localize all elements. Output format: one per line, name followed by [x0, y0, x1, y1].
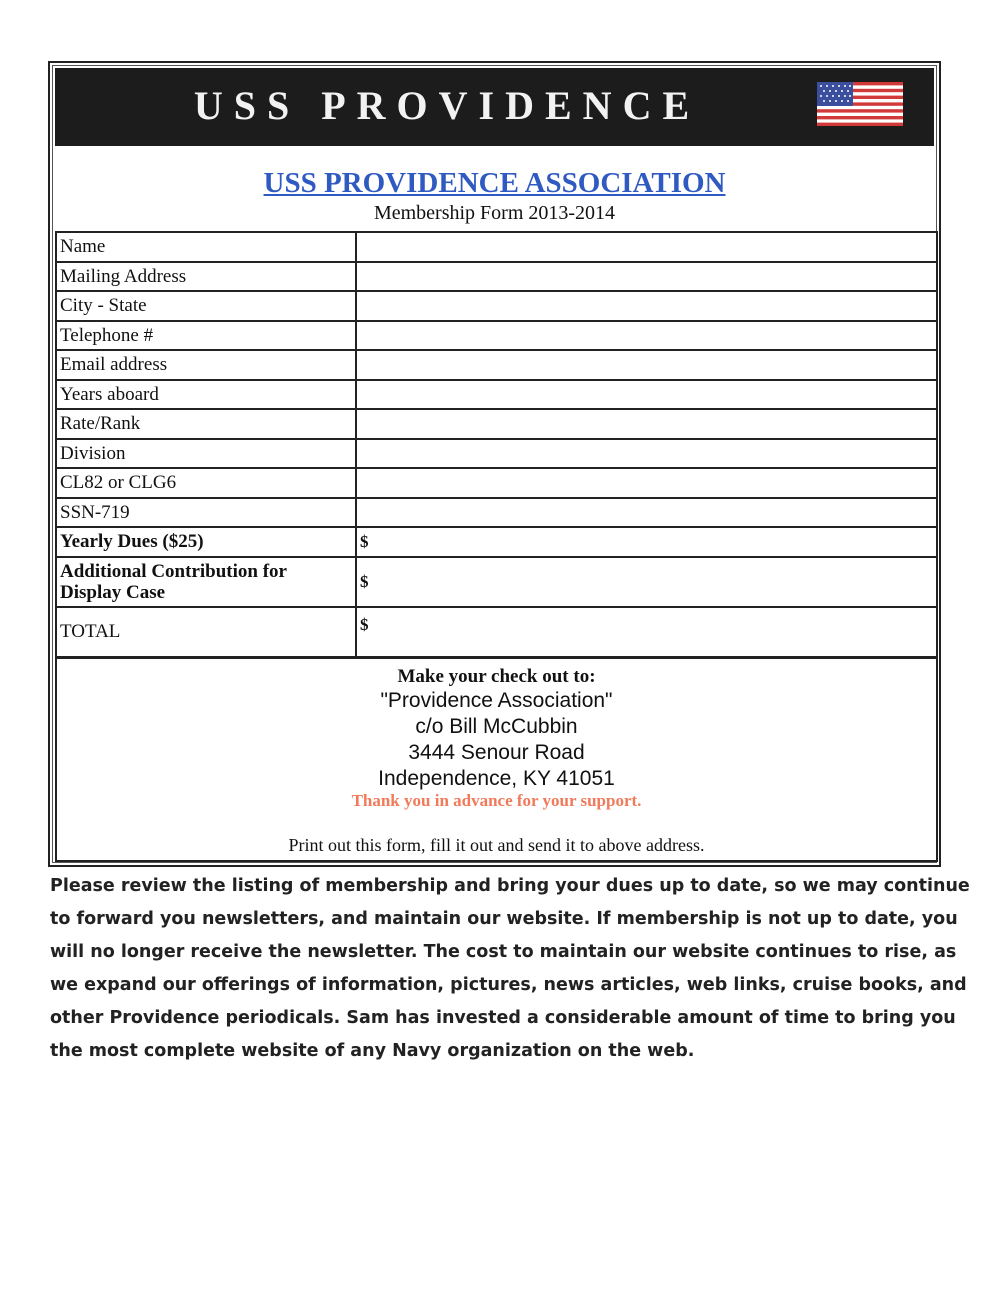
- print-instructions: Print out this form, fill it out and send it to above address.: [288, 835, 705, 855]
- field-label-email: Email address: [56, 350, 356, 380]
- banner-title: USS PROVIDENCE: [193, 83, 701, 128]
- table-row: [56, 557, 937, 607]
- field-label-mailing-address: Mailing Address: [56, 262, 356, 292]
- us-flag-icon: [817, 82, 903, 126]
- field-label-name: Name: [56, 232, 356, 262]
- check-heading: Make your check out to:: [397, 666, 596, 687]
- table-row: [56, 232, 937, 262]
- table-row: [56, 321, 937, 351]
- ssn-719-field[interactable]: [356, 498, 937, 528]
- field-label-yearly-dues: Yearly Dues ($25): [56, 527, 356, 557]
- field-label-division: Division: [56, 439, 356, 469]
- member-info-table: [55, 231, 938, 658]
- additional-contribution-label-line1: Additional Contribution for: [60, 560, 287, 582]
- table-row: [56, 380, 937, 410]
- membership-form: [48, 61, 941, 867]
- payee-name: "Providence Association": [380, 689, 613, 712]
- table-row: [56, 527, 937, 557]
- rate-rank-field[interactable]: [356, 409, 937, 439]
- table-row: [56, 350, 937, 380]
- header-banner: [55, 68, 934, 146]
- yearly-dues-field[interactable]: $: [356, 527, 937, 557]
- table-row: [56, 409, 937, 439]
- field-label-city-state: City - State: [56, 291, 356, 321]
- mailing-address-field[interactable]: [356, 262, 937, 292]
- field-label-cl82-clg6: CL82 or CLG6: [56, 468, 356, 498]
- years-aboard-field[interactable]: [356, 380, 937, 410]
- city-state-field[interactable]: [356, 291, 937, 321]
- table-row: [56, 607, 937, 657]
- care-of-line: c/o Bill McCubbin: [415, 715, 578, 738]
- field-label-years-aboard: Years aboard: [56, 380, 356, 410]
- form-subtitle: Membership Form 2013-2014: [373, 202, 616, 224]
- table-row: [56, 468, 937, 498]
- table-row: [56, 291, 937, 321]
- field-label-additional-contribution: [56, 557, 356, 607]
- additional-contribution-label-line2: Display Case: [60, 581, 166, 603]
- payment-instructions: [55, 657, 938, 862]
- table-row: [56, 262, 937, 292]
- name-field[interactable]: [356, 232, 937, 262]
- association-title: USS PROVIDENCE ASSOCIATION: [263, 167, 726, 199]
- city-state-zip: Independence, KY 41051: [378, 767, 615, 790]
- thank-you-text: Thank you in advance for your support.: [351, 791, 642, 810]
- field-label-telephone: Telephone #: [56, 321, 356, 351]
- additional-contribution-field[interactable]: $: [356, 557, 937, 607]
- total-field[interactable]: $: [356, 607, 937, 657]
- cl82-clg6-field[interactable]: [356, 468, 937, 498]
- field-label-ssn-719: SSN-719: [56, 498, 356, 528]
- field-label-total: TOTAL: [56, 607, 356, 657]
- field-label-rate-rank: Rate/Rank: [56, 409, 356, 439]
- telephone-field[interactable]: [356, 321, 937, 351]
- membership-note: Please review the listing of membership and bring your dues up to date, so we may continue to forward you newsletters, and maintain our website. If membership is not up to date, you will no longer receive the newsletter. The cost to maintain our website continues to rise, as we expand our offerings of information, pictures, news articles, web links, cruise books, and other Providence periodicals. Sam has invested a considerable amount of time to bring you the most complete website of any Navy organization on the web.: [50, 876, 970, 1061]
- table-row: [56, 498, 937, 528]
- table-row: [56, 439, 937, 469]
- division-field[interactable]: [356, 439, 937, 469]
- email-field[interactable]: [356, 350, 937, 380]
- street-address: 3444 Senour Road: [408, 741, 585, 764]
